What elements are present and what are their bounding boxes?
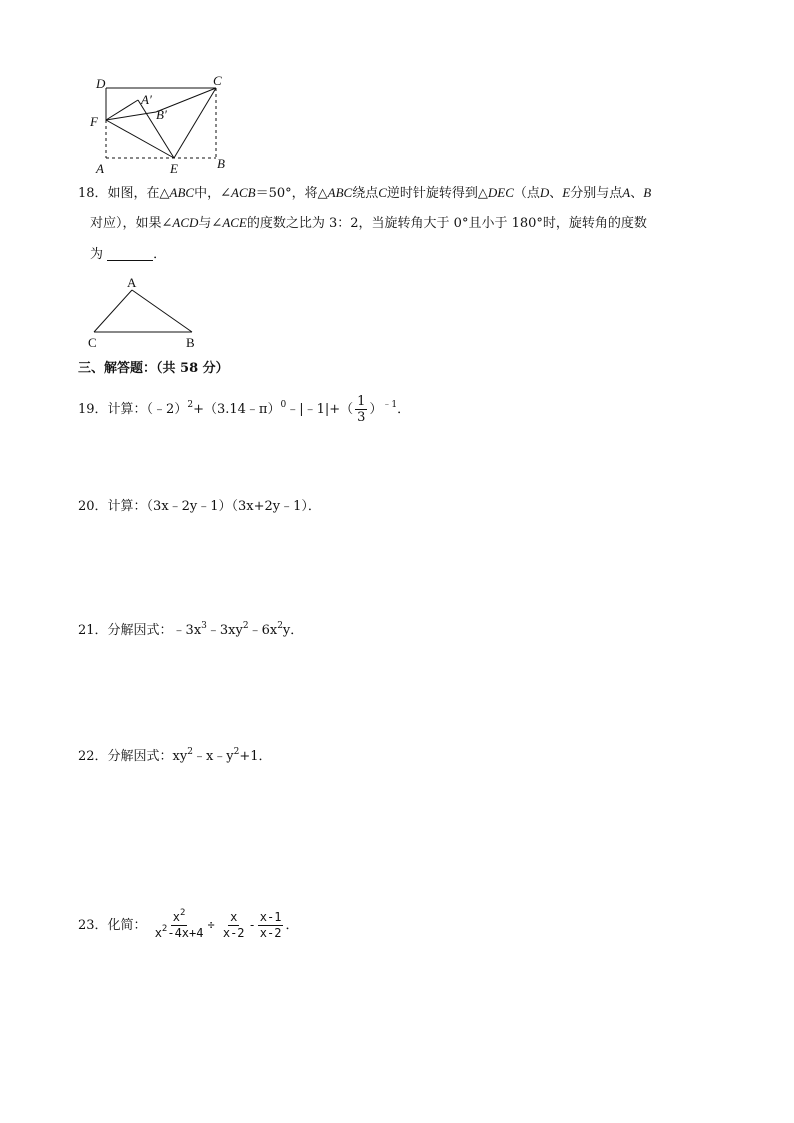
segment-ab	[132, 290, 192, 332]
answer-blank[interactable]	[107, 247, 153, 261]
label-a: A	[127, 275, 137, 290]
label-b: B	[217, 156, 225, 171]
fraction-one-third: $\frac{1}{3}$	[357, 394, 366, 425]
fraction-2: $\frac{x}{x-2}$	[222, 910, 245, 940]
label-b-prime: B′	[156, 107, 167, 122]
label-a-prime: A′	[141, 92, 152, 107]
question-18-line-3: 为 ．	[90, 247, 167, 262]
question-22: 22．分解因式：$xy^2﹣x﹣y^2+1$．	[78, 747, 272, 764]
fraction-1: $\frac{x^2}{x^2-4x+4}$	[154, 908, 204, 940]
label-a: A	[96, 161, 104, 176]
fraction-3: $\frac{x-1}{x-2}$	[259, 910, 282, 940]
segment-fe	[106, 120, 174, 158]
question-23: 23．化简： $\frac{x^2}{x^2-4x+4}$ ÷ $\frac{x}{x-2}$ - $\frac{x-1}{x-2}$ ．	[78, 908, 299, 940]
label-e: E	[170, 161, 178, 176]
question-21: 21．分解因式：$﹣3x^3﹣3xy^2﹣6x^2y$．	[78, 621, 304, 638]
section-title: 三、解答题：（共 58 分）	[78, 361, 229, 376]
question-18-line-2: 对应），如果∠ACD与∠ACE的度数之比为 3：2，当旋转角大于 0°且小于 180°时，旋转角的度数	[90, 215, 647, 231]
question-number: 18．	[78, 186, 108, 201]
label-c: C	[88, 335, 97, 350]
figure-17-rectangle	[86, 72, 236, 177]
question-19: 19．计算：（﹣2）$^2$+（3.14﹣π）$^0$﹣|﹣1|+（ $\frac{1}{3}$ ）$^{﹣1}$．	[78, 394, 411, 425]
label-b: B	[186, 335, 195, 350]
question-20: 20．计算：（3x﹣2y﹣1）（3x+2y﹣1）．	[78, 499, 321, 514]
figure-18-triangle	[82, 274, 212, 352]
label-c: C	[213, 73, 222, 88]
question-18-line-1: 18．如图，在△ABC中，∠ACB＝50°，将△ABC绕点C逆时针旋转得到△DEC（点D、E分别与点A、B	[78, 185, 652, 201]
segment-ce	[174, 88, 216, 158]
label-f: F	[90, 114, 98, 129]
segment-ca	[94, 290, 132, 332]
label-d: D	[96, 76, 106, 91]
